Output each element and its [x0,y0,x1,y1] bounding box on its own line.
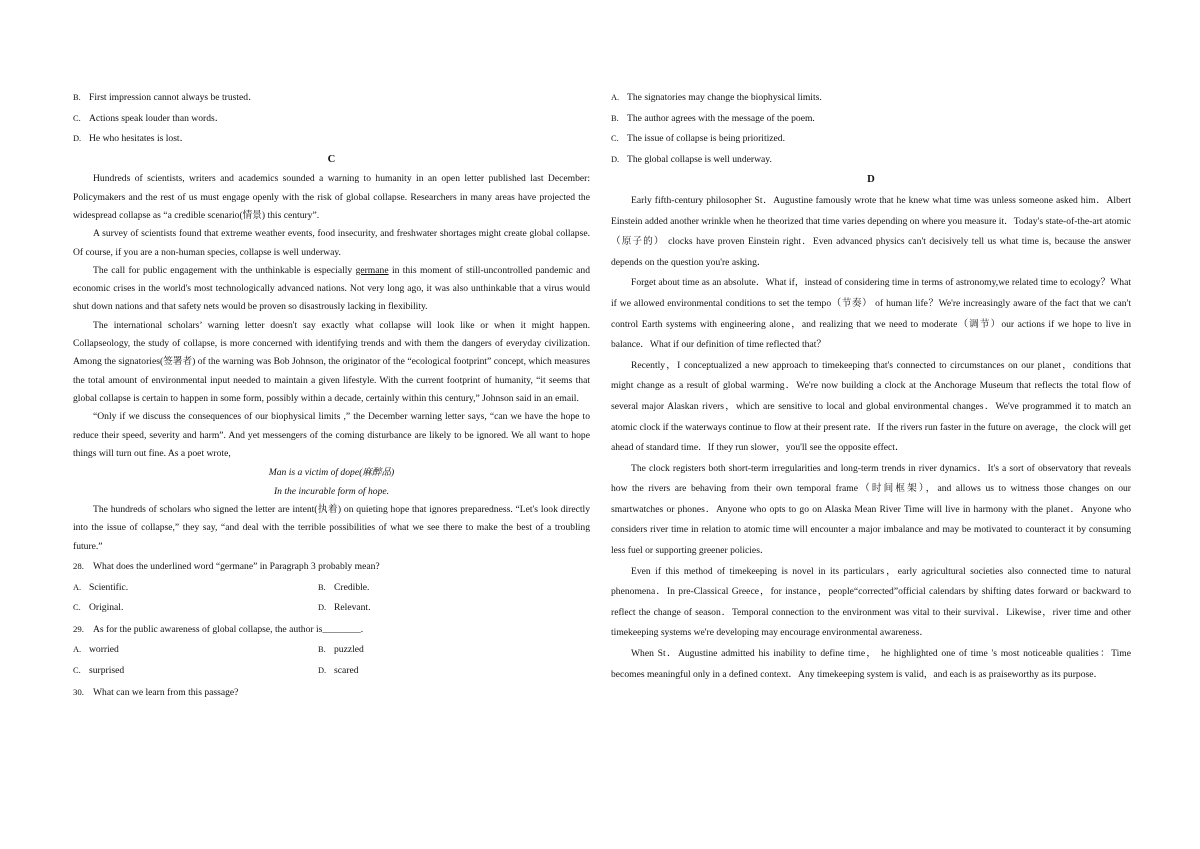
option-letter: C. [611,134,619,144]
option-text: He who hesitates is lost． [89,133,190,145]
passage-c-paragraph-4: The international scholars’ warning letter doesn't say exactly what collapse will look like or when it might happen. Collapseology, the study of collapse, is more concerned with identifying trends and with them the dangers of everyday civilization. Among the signatories(签署者) of the warning was Bob Johnson, the originator of the “ecological footprint” concept, which measures the total amount of environmental input needed to maintain a given lifestyle. With the current footprint of humanity, “it seems that global collapse is certain to happen in some form, possibly within a decade, certainly within this century,” Johnson said in an email. [73,319,590,404]
option-text: Original. [89,602,124,614]
passage-d-paragraph-6: When St．Augustine admitted his inability to define time， he highlighted one of time 's most noticeable qualities：Time becomes meaningful only in a defined context．Any timekeeping system is valid，and each is as praiseworthy as its purpose． [611,648,1131,680]
passage-d-paragraph-1: Early fifth-century philosopher St．Augustine famously wrote that he knew what time was unless someone asked him．Albert Einstein added another wrinkle when he theorized that time varies depending on where you measure it．Today's state-of-the-art atomic（原子的） clocks have proven Einstein right．Even advanced physics can't decisively tell us what time is, because the answer depends on the question you're asking． [611,194,1131,268]
option-d [318,598,563,619]
option-c [73,598,318,619]
question-30-option-c [611,129,1131,150]
question-text: What does the underlined word “germane” in Paragraph 3 probably mean? [93,561,380,573]
passage-c-paragraph-6: The hundreds of scholars who signed the letter are intent(执着) on quieting hope that ignores preparedness. “Let's look directly into the issue of collapse,” they say, “and deal with the terrible possibilities of what we see there to make the best of a troubling future.” [73,504,590,552]
passage-d-paragraph-3: Recently，I conceptualized a new approach to timekeeping that's connected to circumstances on our planet，conditions that might change as a result of global warming．We're now building a clock at the Anchorage Museum that reflects the total flow of several major Alaskan rivers，which are sensitive to local and global environmental changes．We've programmed it to match an atomic clock if the waterways continue to flow at their present rate．If the rivers run faster in the future on average，the clock will get ahead of standard time．If they run slower，you'll see the opposite effect． [611,359,1131,454]
left-column [73,88,590,703]
option-letter: D. [318,603,327,613]
underlined-word: germane [355,264,389,276]
question-28-options-row-2 [73,598,590,619]
question-text: As for the public awareness of global collapse, the author is________. [93,623,364,635]
question-30-option-d [611,150,1131,171]
question-number: 30. [73,686,84,697]
passage-c-paragraph-5: “Only if we discuss the consequences of our biophysical limits ,” the December warning letter says, “can we have the hope to reduce their speed, severity and harm”. And yet messengers of the coming disturbance are likely to be ignored. We all want to hope things will turn out fine. As a poet wrote, [73,411,590,459]
question-30 [73,682,590,704]
option-letter: C. [73,665,81,675]
question-28-options-row-1 [73,578,590,599]
question-text: What can we learn from this passage? [93,686,239,698]
passage-d-paragraph-2: Forget about time as an absolute．What if，instead of considering time in terms of astronomy,we related time to ecology？What if we allowed environmental conditions to set the tempo（节奏） of human life？We're increasingly aware of the fact that we can't control Earth systems with engineering alone，and realizing that we need to moderate（调节）our actions if we hope to live in balance．What if our definition of time reflected that？ [611,277,1131,351]
right-column [611,88,1131,685]
option-letter: D. [318,665,327,675]
option-a [73,578,318,599]
passage-d-paragraph-4: The clock registers both short-term irregularities and long-term trends in river dynamics．It's a sort of observatory that reveals how the rivers are behaving from their own temporal frame（时间框架），and allows us to witness those changes on our smartwatches or phones．Anyone who opts to go on Alaska Mean River Time will live in harmony with the planet．Anyone who considers river time in relation to atomic time will encounter a major imbalance and may be motivated to counteract it by consuming less fuel or supporting greener policies． [611,462,1131,557]
option-text: The signatories may change the biophysical limits. [627,92,822,103]
option-text: Credible. [334,581,370,593]
question-29-options-row-2 [73,661,590,682]
poem-line-1: Man is a victim of dope(麻醉品) [268,467,395,479]
question-30-option-b [611,109,1131,130]
option-b [318,578,563,599]
question-number: 28. [73,561,84,572]
option-text: First impression cannot always be trusted． [89,92,258,103]
option-letter: B. [318,645,326,655]
passage-d-paragraph-5: Even if this method of timekeeping is novel in its particulars，early agricultural societies also connected time to natural phenomena．In pre-Classical Greece，for instance，people“corrected”official calendars by shifting dates forward or backward to reflect the change of season．Temporal connection to the environment was vital to their survival．Likewise，river time and other timekeeping systems we're developing may encourage environmental awareness． [611,565,1131,639]
option-letter: A. [611,93,620,102]
option-letter: B. [611,113,619,123]
option-text: The global collapse is well underway. [627,153,772,165]
question-number: 29. [73,623,84,634]
prev-option-b [73,88,590,109]
option-text: puzzled [334,644,364,656]
question-29-options-row-1 [73,640,590,661]
poem-line-2: In the incurable form of hope. [273,486,390,498]
prev-option-d [73,129,590,150]
option-text: scared [334,664,359,676]
option-letter: D. [73,134,82,144]
option-a [73,640,318,661]
section-d-heading: D [867,174,875,186]
option-text: Actions speak louder than words． [89,112,225,124]
option-letter: C. [73,113,81,123]
option-text: worried [89,644,119,656]
option-d [318,661,563,682]
question-28 [73,556,590,578]
option-letter: A. [73,582,82,592]
passage-c-paragraph-1: Hundreds of scientists, writers and academics sounded a warning to humanity in an open letter published last December: Policymakers and the rest of us must engage openly with the risk of global collapse. Researchers in many areas have projected the widespread collapse as “a credible scenario(情景) this century”. [73,173,590,221]
prev-option-c [73,109,590,130]
option-letter: C. [73,603,81,613]
option-text: Scientific. [89,581,129,593]
passage-c-paragraph-2: A survey of scientists found that extreme weather events, food insecurity, and freshwater shortages might create global collapse. Of course, if you are a non-human species, collapse is well underway. [73,228,590,258]
question-29 [73,619,590,641]
option-letter: B. [73,93,81,102]
option-text: The issue of collapse is being prioritized. [627,133,785,145]
section-c-heading: C [327,153,336,165]
option-text: Relevant. [334,602,371,614]
option-letter: B. [318,582,326,592]
option-c [73,661,318,682]
paragraph-3-before: The call for public engagement with the unthinkable is especially [93,264,356,276]
paragraph-3-after: in this moment of still-uncontrolled pandemic and economic crises in the world's most technologically advanced nations. Not very long ago, it was also unthinkable that a virus would shut down nations and that safety nets would be proven so disastrously lacking in flexibility. [73,264,590,313]
option-text: surprised [89,664,125,676]
option-b [318,640,563,661]
option-letter: D. [611,154,620,164]
option-letter: A. [73,645,82,655]
question-30-option-a [611,88,1131,109]
option-text: The author agrees with the message of the poem. [627,112,815,124]
passage-c-paragraph-3 [73,262,590,317]
